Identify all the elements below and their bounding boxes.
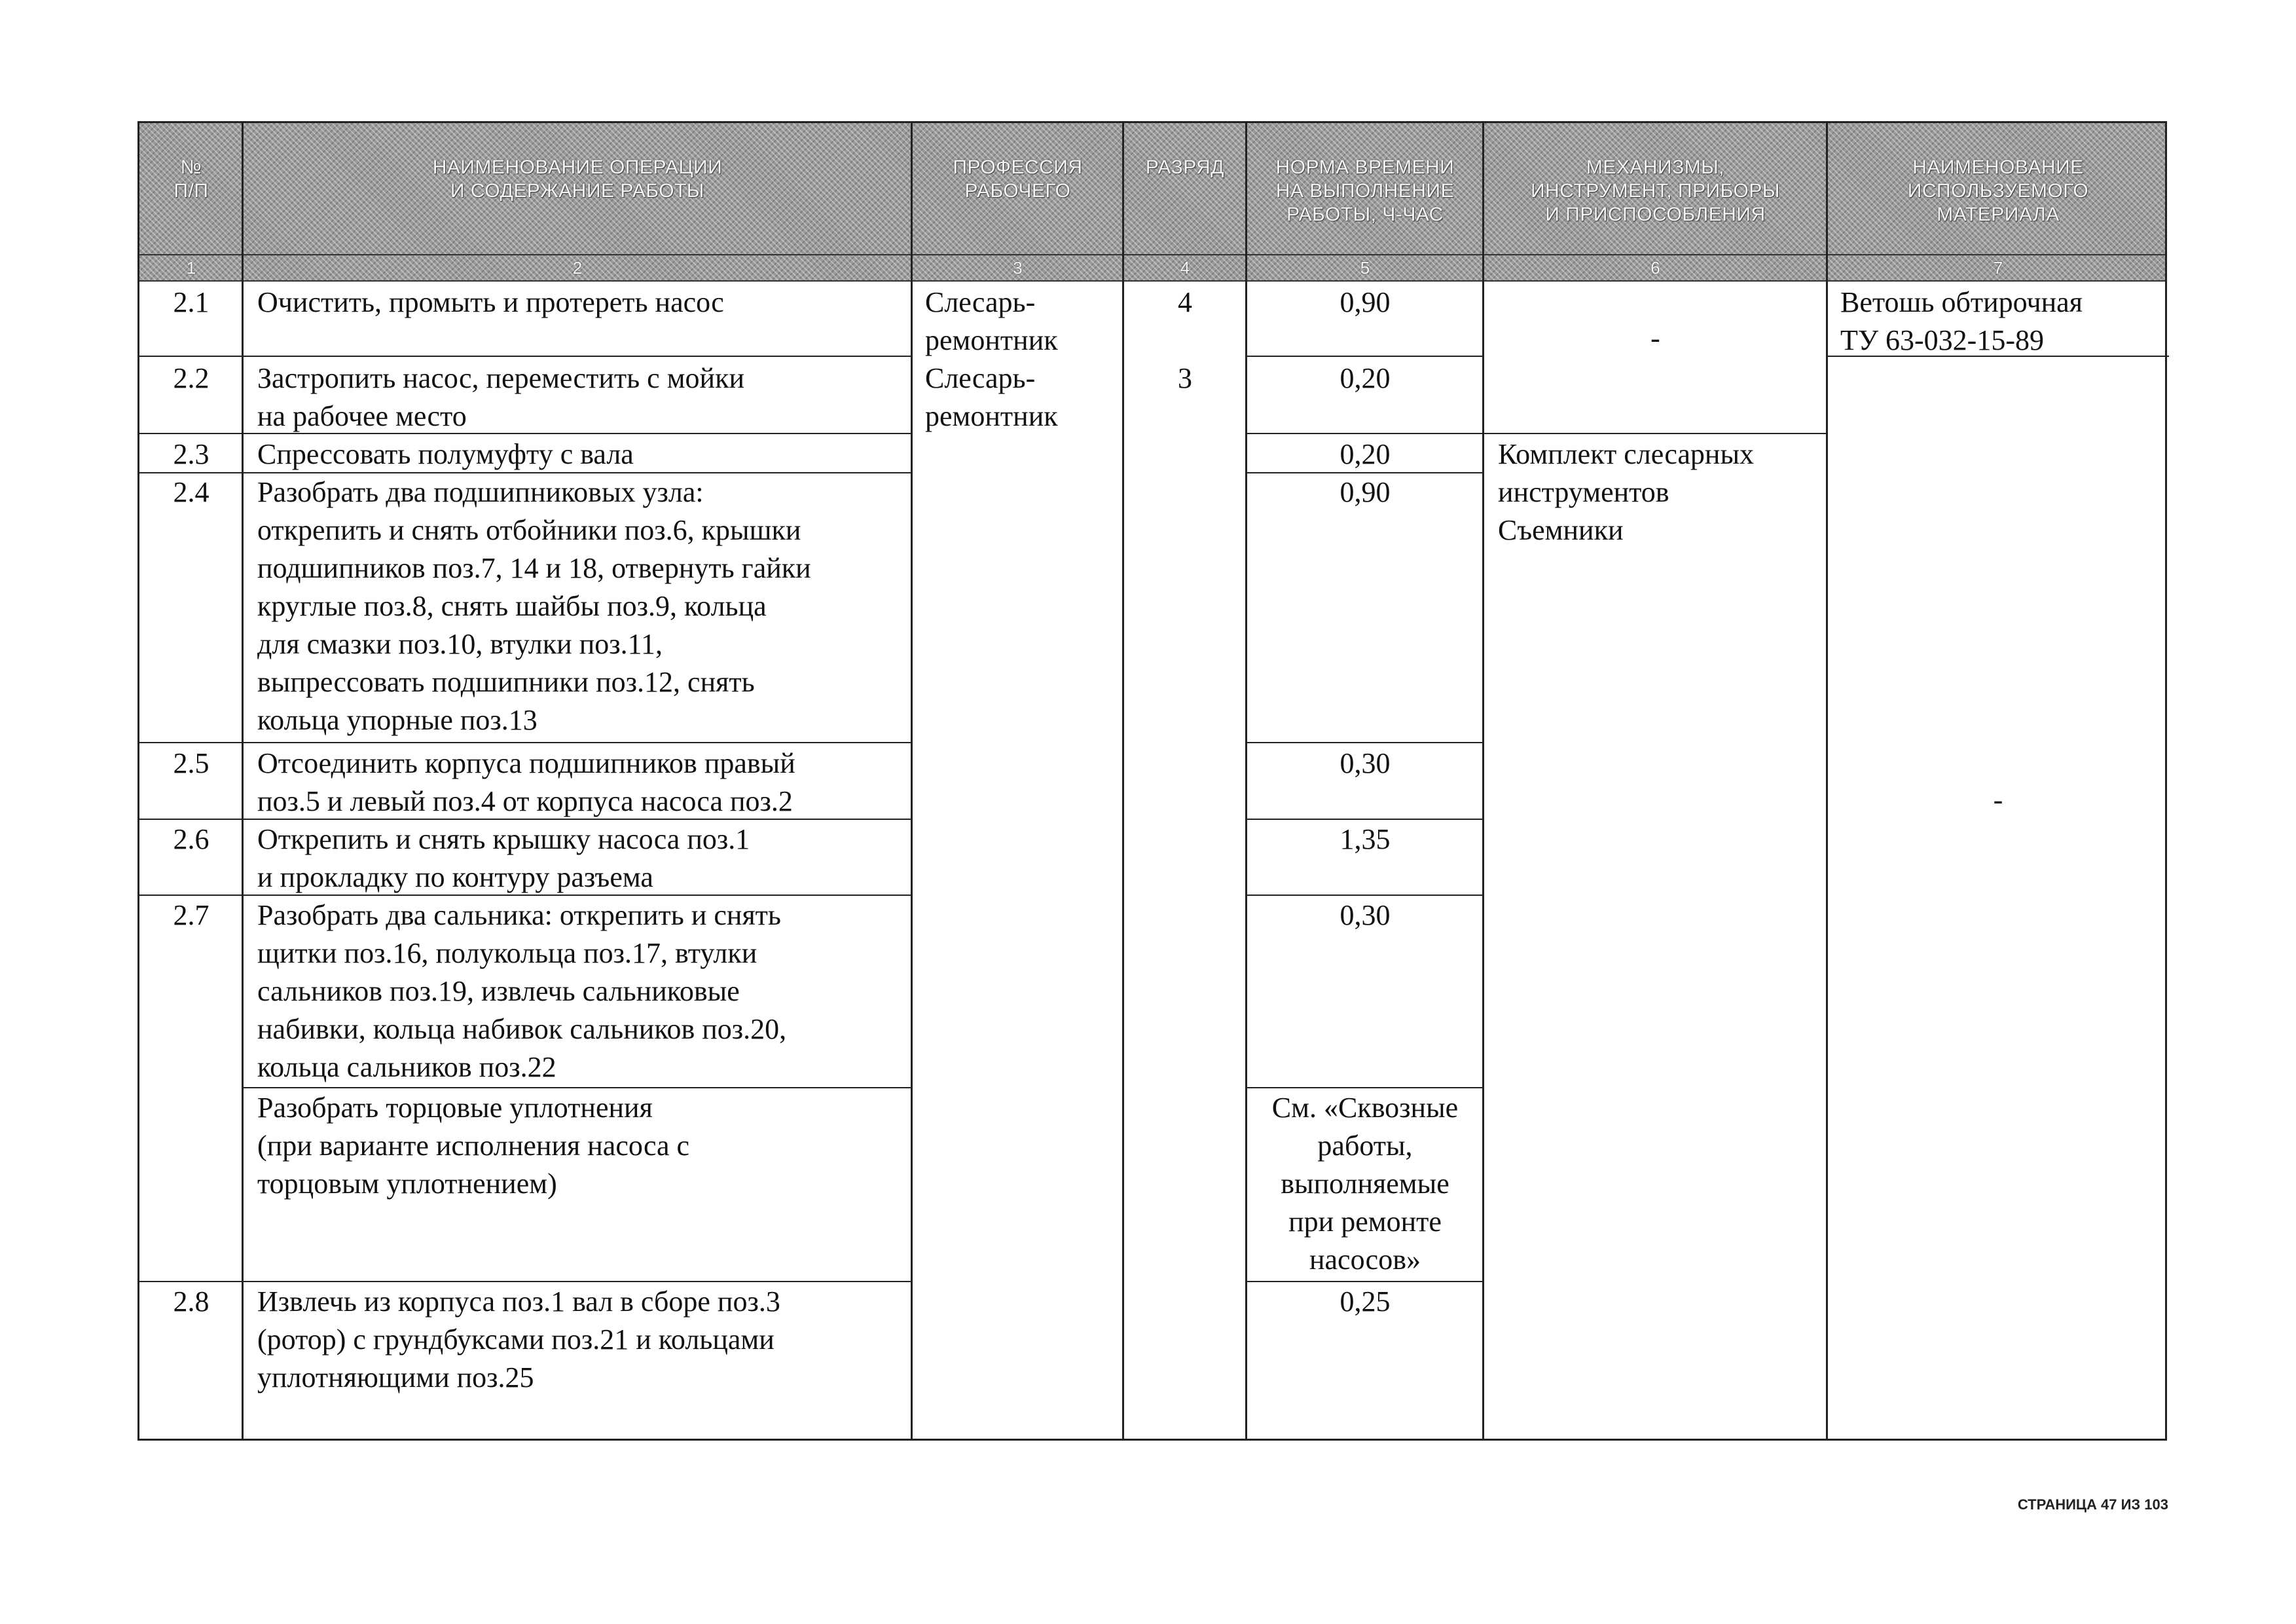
header-norm: НОРМА ВРЕМЕНИ НА ВЫПОЛНЕНИЕ РАБОТЫ, Ч-ЧАС (1275, 157, 1455, 225)
row-divider (139, 742, 912, 743)
colnum-6: 6 (1650, 258, 1660, 278)
colnum-5: 5 (1360, 258, 1370, 278)
row-num: 2.5 (173, 747, 210, 779)
material-text: Ветошь обтирочная ТУ 63-032-15-89 (1840, 286, 2083, 356)
operation-text: Открепить и снять крышку насоса поз.1 и прокладку по контуру разъема (257, 823, 750, 893)
operations-table (137, 121, 2167, 1441)
header-operation: НАИМЕНОВАНИЕ ОПЕРАЦИИ И СОДЕРЖАНИЕ РАБОТЫ (432, 157, 723, 202)
row-num: 2.2 (173, 362, 210, 394)
row-divider (1484, 433, 1827, 434)
time-norm: 0,90 (1339, 476, 1391, 508)
operation-text: Разобрать торцовые уплотнения (при варианте исполнения насоса с торцовым уплотнением) (257, 1092, 690, 1200)
row-divider (1247, 742, 1484, 743)
operation-text: Отсоединить корпуса подшипников правый поз.5 и левый поз.4 от корпуса насоса поз.2 (257, 747, 795, 817)
header-num: № П/П (173, 157, 209, 202)
grade: 4 (1178, 286, 1192, 318)
page-number: СТРАНИЦА 47 ИЗ 103 (2017, 1496, 2168, 1513)
row-num: 2.7 (173, 899, 210, 931)
time-norm: 1,35 (1339, 823, 1391, 855)
profession: Слесарь- ремонтник (925, 362, 1058, 432)
profession: Слесарь- ремонтник (925, 286, 1058, 356)
row-num: 2.3 (173, 438, 210, 470)
row-divider (1247, 1087, 1484, 1088)
time-norm: 0,25 (1339, 1285, 1391, 1318)
row-num: 2.6 (173, 823, 210, 855)
row-divider (139, 356, 912, 357)
grade: 3 (1178, 362, 1192, 394)
tools-text: Комплект слесарных инструментов Съемники (1498, 438, 1755, 546)
header-material: НАИМЕНОВАНИЕ ИСПОЛЬЗУЕМОГО МАТЕРИАЛА (1907, 157, 2089, 225)
row-divider (243, 1087, 912, 1088)
time-norm: 0,20 (1339, 362, 1391, 394)
row-divider (1247, 356, 1484, 357)
row-divider (1247, 1281, 1484, 1282)
row-divider (1247, 819, 1484, 820)
colnum-7: 7 (1993, 258, 2003, 278)
operation-text: Разобрать два подшипниковых узла: открепить и снять отбойники поз.6, крышки подшипников поз.7, 14 и 18, отвернуть гайки круглые поз.8, снять шайбы поз.9, кольца для смазки поз.10, втулки поз.11, выпрессовать подшипники поз.12, снять кольца упорные поз.13 (257, 476, 811, 736)
operation-text: Спрессовать полумуфту с вала (257, 438, 634, 470)
header-tools: МЕХАНИЗМЫ, ИНСТРУМЕНТ, ПРИБОРЫ И ПРИСПОСОБЛЕНИЯ (1531, 157, 1780, 225)
row-divider (1247, 895, 1484, 896)
row-divider (139, 1281, 912, 1282)
time-norm: 0,90 (1339, 286, 1391, 318)
row-num: 2.4 (173, 476, 210, 508)
time-norm: 0,20 (1339, 438, 1391, 470)
operation-text: Разобрать два сальника: открепить и снять щитки поз.16, полукольца поз.17, втулки сальников поз.19, извлечь сальниковые набивки, кольца набивок сальников поз.20, кольца сальников поз.22 (257, 899, 787, 1083)
operation-text: Извлечь из корпуса поз.1 вал в сборе поз.3 (ротор) с грундбуксами поз.21 и кольцами уплотняющими поз.25 (257, 1285, 780, 1393)
row-num: 2.1 (173, 286, 210, 318)
row-num: 2.8 (173, 1285, 210, 1318)
header-profession: ПРОФЕССИЯ РАБОЧЕГО (953, 157, 1083, 202)
colnum-3: 3 (1013, 258, 1023, 278)
material-dash: - (1993, 784, 2003, 816)
colnum-2: 2 (572, 258, 583, 278)
time-norm: 0,30 (1339, 747, 1391, 779)
tools-dash: - (1650, 322, 1660, 354)
header-grade: РАЗРЯД (1145, 157, 1225, 178)
time-norm: 0,30 (1339, 899, 1391, 931)
col-divider (911, 123, 913, 1441)
row-divider (1247, 433, 1484, 434)
time-norm: См. «Сквозные работы, выполняемые при ремонте насосов» (1271, 1092, 1459, 1276)
colnum-4: 4 (1180, 258, 1190, 278)
operation-text: Очистить, промыть и протереть насос (257, 286, 724, 318)
operation-text: Застропить насос, переместить с мойки на рабочее место (257, 362, 745, 432)
colnum-1: 1 (186, 258, 196, 278)
